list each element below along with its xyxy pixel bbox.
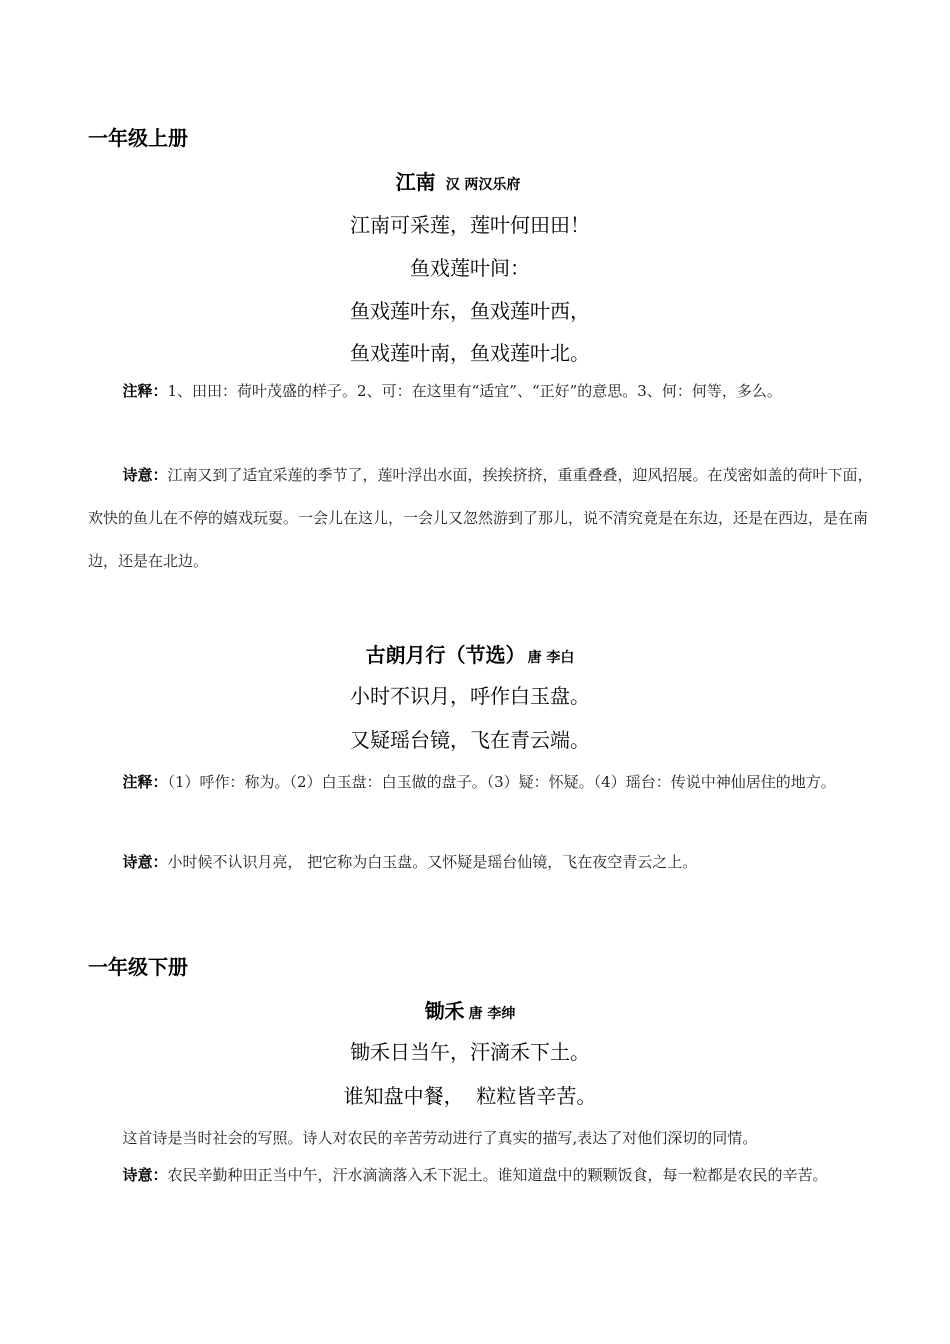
poem-title: 古朗月行（节选）: [365, 643, 526, 667]
meaning-paragraph: [88, 454, 874, 583]
poem-line: 小时不识月，呼作白玉盘。: [350, 684, 590, 708]
notes-paragraph: [88, 761, 874, 804]
poem-line: 又疑瑶台镜，飞在青云端。: [350, 728, 590, 752]
meaning-label: 诗意：: [122, 853, 168, 871]
poem-line: 江南可采莲，莲叶何田田！: [350, 213, 590, 237]
poem-title: 锄禾: [424, 999, 465, 1023]
meaning-label: 诗意：: [122, 466, 168, 484]
poem-line: 鱼戏莲叶间：: [410, 256, 530, 280]
notes-label: 注释：: [122, 382, 168, 400]
poem-line: 锄禾日当午，汗滴禾下土。: [350, 1040, 590, 1064]
comment-paragraph: 这首诗是当时社会的写照。诗人对农民的辛苦劳动进行了真实的描写,表达了对他们深切的同情。: [122, 1129, 758, 1147]
meaning-label: 诗意：: [122, 1166, 168, 1184]
poem-author: 唐 李白: [527, 650, 575, 666]
poem-author: 唐 李绅: [468, 1006, 516, 1022]
grade-heading: 一年级上册: [88, 126, 188, 150]
poem-title-block: [0, 640, 940, 673]
meaning-text: 农民辛勤种田正当中午，汗水滴滴落入禾下泥土。谁知道盘中的颗颗饭食，每一粒都是农民的辛苦。: [167, 1166, 828, 1184]
meaning-text: 小时候不认识月亮， 把它称为白玉盘。又怀疑是瑶台仙镜，飞在夜空青云之上。: [167, 853, 698, 871]
meaning-paragraph: [88, 847, 874, 877]
poem-line: 谁知盘中餐， 粒粒皆辛苦。: [343, 1084, 597, 1108]
notes-label: 注释：: [122, 773, 168, 791]
notes-text: 1、田田：荷叶茂盛的样子。2、可：在这里有“适宜”、“正好”的意思。3、何：何等，多么。: [167, 382, 782, 400]
poem-title-block: [0, 167, 928, 200]
poem-title: 江南: [395, 170, 436, 194]
poem-line: 鱼戏莲叶南，鱼戏莲叶北。: [350, 341, 590, 365]
poem-line: 鱼戏莲叶东，鱼戏莲叶西，: [350, 299, 590, 323]
meaning-text: 江南又到了适宜采莲的季节了，莲叶浮出水面，挨挨挤挤，重重叠叠，迎风招展。在茂密如盖的荷叶下面，欢快的鱼儿在不停的嬉戏玩耍。一会儿在这儿，一会儿又忽然游到了那儿，说不清究竟是在东边，还是在西边，是在南边，还是在北边。: [88, 466, 873, 570]
poem-author: 汉 两汉乐府: [445, 177, 521, 193]
poem-title-block: [0, 996, 940, 1029]
notes-paragraph: [88, 376, 874, 406]
meaning-paragraph: [88, 1161, 858, 1190]
grade-heading: 一年级下册: [88, 955, 188, 979]
notes-text: （1）呼作：称为。（2）白玉盘：白玉做的盘子。（3）疑：怀疑。（4）瑶台：传说中神仙居住的地方。: [167, 773, 836, 791]
